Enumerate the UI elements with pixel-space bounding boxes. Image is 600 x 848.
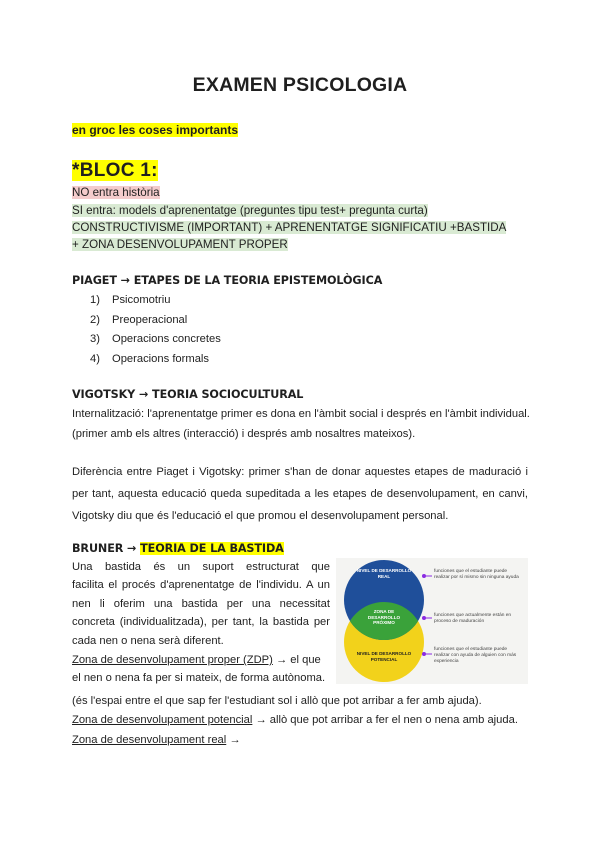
piaget-heading: PIAGET → ETAPES DE LA TEORIA EPISTEMOLÒGICA [72,274,383,287]
bastida-line-2: facilita el procés d'aprenentatge de l'individu. A un [72,579,330,592]
bastida-line-3: nen li oferim una bastida per una necessitat [72,597,330,610]
zdp-rest: → el que [272,654,321,667]
si-entra-text: SI entra: models d'aprenentatge (preguntes tipu test+ pregunta curta) [72,204,428,217]
page-title: EXAMEN PSICOLOGIA [192,74,408,96]
difference-paragraph [72,461,528,527]
bruner-heading-prefix: BRUNER → [72,542,137,555]
constructivisme-line-1 [72,219,506,237]
no-entra-text: NO entra història [72,186,160,199]
vigotsky-line-2: (primer amb els altres (interacció) i després amb nosaltres mateixos). [72,428,416,440]
bastida-line-4: concreta (individualitzada), per tant, la bastida per [72,616,330,629]
connector-dot-bottom [422,652,426,656]
list-item [90,350,221,370]
vigotsky-line-1: Internalització: l'aprenentatge primer es dona en l'àmbit social i després en l'àmbit individual. [72,408,530,420]
list-number: 2) [90,313,100,326]
zdpot-rest: → allò que pot arribar a fer el nen o nena amb ajuda. [252,714,518,727]
difference-line-2: per tant, aquesta educació queda supeditada a les etapes de desenvolupament, en canvi, [72,488,528,500]
bruner-heading-highlight: TEORIA DE LA BASTIDA [140,542,284,555]
list-label: Operacions concretes [112,333,221,345]
list-item [90,311,221,331]
zdp-line-1 [72,651,330,669]
bastida-paragraph [72,558,330,688]
connector-dot-middle [422,616,426,620]
zones-paragraph [72,692,532,749]
real-circle-label: NIVEL DE DESARROLLO REAL [356,568,412,579]
list-item [90,291,221,311]
bastida-line-5: cada nen o nena serà diferent. [72,634,224,647]
zdr-label: Zona de desenvolupament real [72,733,227,746]
zdp-diagram [336,558,528,684]
bloc-heading [72,160,158,182]
list-number: 1) [90,294,100,306]
piaget-list [90,291,221,369]
zdr-rest: → [226,733,241,746]
list-number: 4) [90,352,100,365]
si-entra-line [72,202,428,220]
constructivisme-line-2 [72,236,288,254]
list-label: Psicomotriu [112,294,171,306]
connector-dot-top [422,574,426,578]
zdp-line-2: el nen o nena fa per si mateix, de forma autònoma. [72,672,326,685]
zdpot-label: Zona de desenvolupament potencial [72,714,253,727]
difference-line-1: Diferència entre Piaget i Vigotsky: primer s'han de donar aquestes etapes de maduració i [72,466,528,478]
constructivisme-text-1: CONSTRUCTIVISME (IMPORTANT) + APRENENTATGE SIGNIFICATIU +BASTIDA [72,221,507,234]
list-label: Preoperacional [112,313,188,326]
list-number: 3) [90,333,100,345]
note-top: funciones que el estudiante puede realizar por sí mismo sin ninguna ayuda [434,569,519,580]
note-middle: funciones que actualmente están en proceso de maduración [434,613,512,624]
highlight-note-text: en groc les coses importants [72,123,239,137]
bloc-heading-text: *BLOC 1: [72,160,158,181]
list-item [90,330,221,350]
zdp-line-3: (és l'espai entre el que sap fer l'estudiant sol i allò que pot arribar a fer amb ajuda). [72,695,482,707]
highlight-note [72,123,238,137]
bruner-heading [72,542,284,555]
constructivisme-text-2: + ZONA DESENVOLUPAMENT PROPER [72,238,288,251]
no-entra-line [72,184,160,202]
zdr-line [72,731,532,749]
vigotsky-heading: VIGOTSKY → TEORIA SOCIOCULTURAL [72,388,304,401]
list-label: Operacions formals [112,352,209,365]
note-bottom: funciones que el estudiante puede realizar con ayuda de alguien con más experiencia [434,647,517,664]
zdp-label: Zona de desenvolupament proper (ZDP) [72,654,273,667]
bastida-line-1: Una bastida és un suport estructurat que [72,561,330,573]
potential-circle-label: NIVEL DE DESARROLLO POTENCIAL [356,651,412,662]
zdp-label-diagram: ZONA DE DESARROLLO PRÓXIMO [367,609,401,626]
zdpot-line [72,711,532,729]
difference-line-3: Vigotsky diu que és l'educació el que promou el desenvolupament personal. [72,510,449,522]
